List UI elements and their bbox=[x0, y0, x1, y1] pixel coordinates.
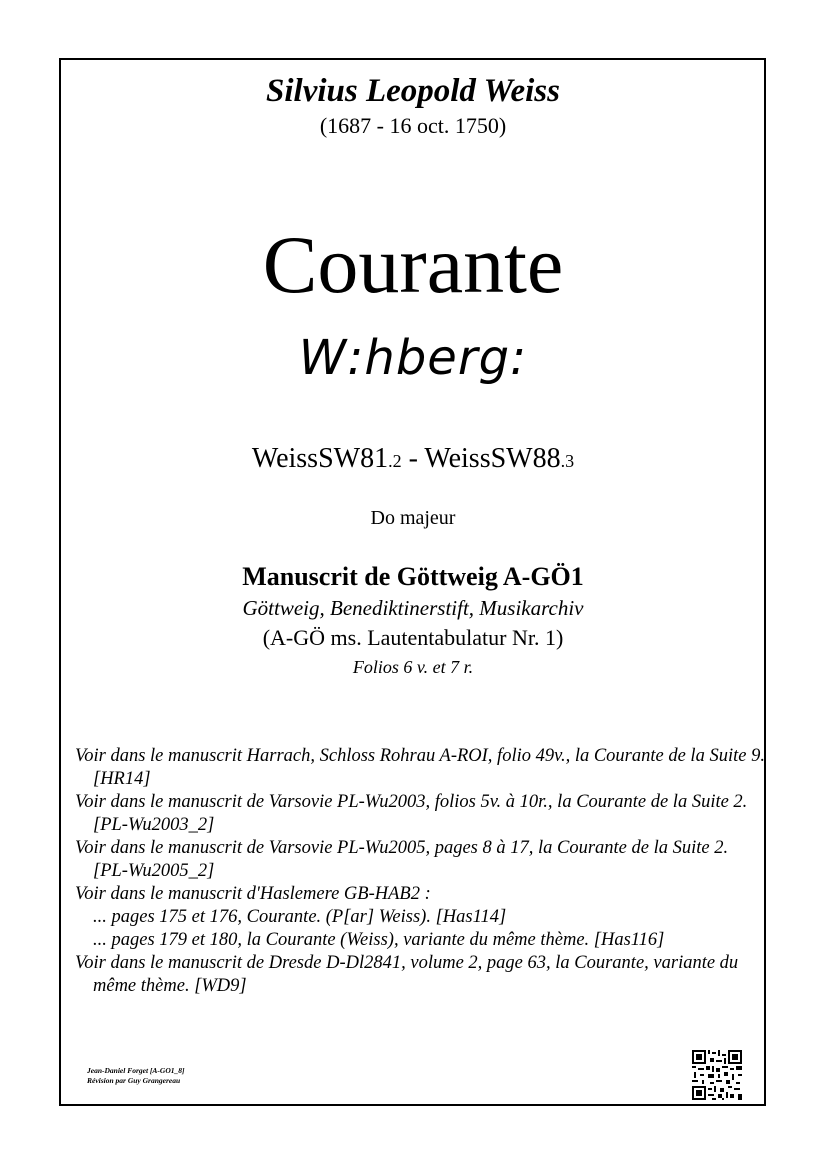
credit-author: Jean-Daniel Forget [A-GO1_8] bbox=[87, 1066, 185, 1075]
note-item: Voir dans le manuscrit de Varsovie PL-Wu2005, pages 8 à 17, la Courante de la Suite 2. [PL-Wu2005_2] bbox=[75, 838, 729, 881]
sub-note-item: ... pages 175 et 176, Courante. (P[ar] Weiss). [Has114] bbox=[93, 907, 507, 927]
catalog-ref-2-sub: .3 bbox=[560, 451, 575, 471]
key-signature: Do majeur bbox=[370, 507, 456, 529]
credit-revision: Révision par Guy Grangereau bbox=[87, 1076, 181, 1085]
sub-note-item: ... pages 179 et 180, la Courante (Weiss), variante du même thème. [Has116] bbox=[93, 930, 665, 950]
manuscript-title: Manuscrit de Göttweig A-GÖ1 bbox=[242, 562, 584, 591]
catalog-references bbox=[0, 443, 826, 475]
composer-dates: (1687 - 16 oct. 1750) bbox=[319, 113, 507, 138]
catalog-ref-1: WeissSW81 bbox=[251, 443, 389, 474]
qr-code-icon bbox=[692, 1050, 742, 1100]
concordance-notes bbox=[75, 745, 765, 998]
composer-name: Silvius Leopold Weiss bbox=[266, 73, 560, 109]
catalog-ref-2: WeissSW88 bbox=[424, 443, 561, 474]
credits bbox=[87, 1066, 185, 1086]
piece-title: Courante bbox=[262, 219, 564, 310]
catalog-ref-1-sub: .2 bbox=[388, 451, 402, 471]
note-item: Voir dans le manuscrit d'Haslemere GB-HAB2 : bbox=[75, 884, 431, 904]
note-item: Voir dans le manuscrit de Dresde D-Dl2841, volume 2, page 63, la Courante, variante du même thème. [WD9] bbox=[75, 953, 739, 996]
note-item: Voir dans le manuscrit Harrach, Schloss Rohrau A-ROI, folio 49v., la Courante de la Suite 9. [HR14] bbox=[75, 746, 765, 789]
piece-subtitle: W:hberg: bbox=[298, 330, 528, 386]
catalog-separator: - bbox=[401, 443, 425, 474]
manuscript-shelfmark: (A-GÖ ms. Lautentabulatur Nr. 1) bbox=[262, 625, 564, 650]
manuscript-folios: Folios 6 v. et 7 r. bbox=[352, 657, 474, 677]
note-item: Voir dans le manuscrit de Varsovie PL-Wu2003, folios 5v. à 10r., la Courante de la Suite 2. [PL-Wu2003_2] bbox=[75, 792, 748, 835]
manuscript-location: Göttweig, Benediktinerstift, Musikarchiv bbox=[242, 596, 584, 620]
